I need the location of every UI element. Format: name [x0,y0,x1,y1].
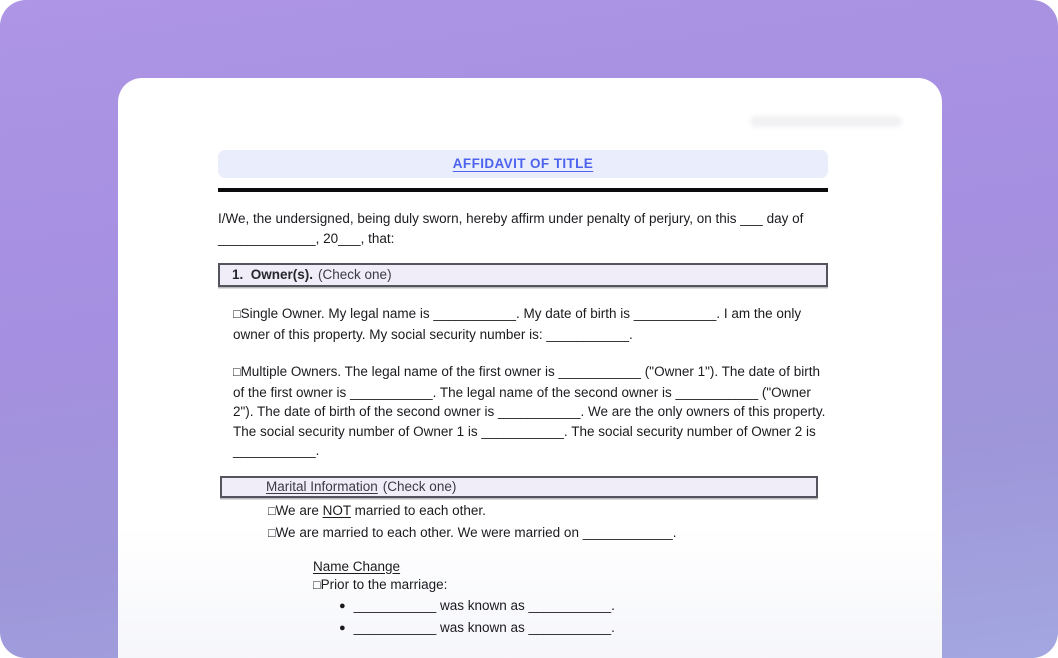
not-married-emphasis: NOT [322,502,351,518]
title-divider [218,188,828,192]
marital-options [268,500,828,544]
married-checkbox[interactable]: □ [268,525,276,540]
marital-hint: (Check one) [382,478,457,494]
single-owner-checkbox[interactable]: □ [233,307,241,321]
not-married-checkbox[interactable]: □ [268,503,276,518]
section-header-marital [220,476,818,498]
married-text: We are married to each other. We were married on ____________. [275,524,677,540]
document-title-link[interactable]: AFFIDAVIT OF TITLE [452,156,594,172]
multiple-owners-text: Multiple Owners. The legal name of the first owner is ___________ ("Owner 1"). The date of birth of the first owner is ___________. The legal name of the second owner is ___________ ("Owner 2"). The date of birth of the second owner is ___________. We are the only owners of this property. The social security number of Owner 1 is ___________. The social security number of Owner 2 is ___________. [233,364,826,458]
single-owner-paragraph [233,304,828,344]
document-card [118,78,942,658]
not-married-suffix: married to each other. [350,502,486,518]
list-item [339,617,828,639]
bullet-icon: ● [339,599,346,612]
section-owners-hint: (Check one) [318,267,392,283]
list-item [339,595,828,617]
multiple-owners-checkbox[interactable]: □ [233,365,241,379]
name-change-item-1: ___________ was known as ___________. [353,597,615,613]
single-owner-text: Single Owner. My legal name is ___________. My date of birth is ___________. I am the only owner of this property. My social security number is: ___________. [233,306,802,342]
not-married-prefix: We are [275,502,323,518]
name-change-block [313,558,828,639]
section-owners-label: 1. Owner(s). [232,267,314,283]
name-change-item-2: ___________ was known as ___________. [353,619,615,635]
bullet-icon: ● [339,621,346,634]
name-change-list [339,595,828,639]
married-row [268,522,828,544]
name-change-heading: Name Change [313,558,401,574]
not-married-row [268,500,828,522]
prior-marriage-row [313,575,828,595]
prior-marriage-text: Prior to the marriage: [320,576,448,592]
intro-paragraph: I/We, the undersigned, being duly sworn, hereby affirm under penalty of perjury, on this ___ day of _____________, 20___, that: [218,211,804,246]
section-header-owners [218,263,828,287]
multiple-owners-paragraph [233,362,828,461]
marital-heading: Marital Information [266,478,378,494]
document-title-band [218,150,828,178]
prior-marriage-checkbox[interactable]: □ [313,577,321,592]
document-page [218,78,828,639]
